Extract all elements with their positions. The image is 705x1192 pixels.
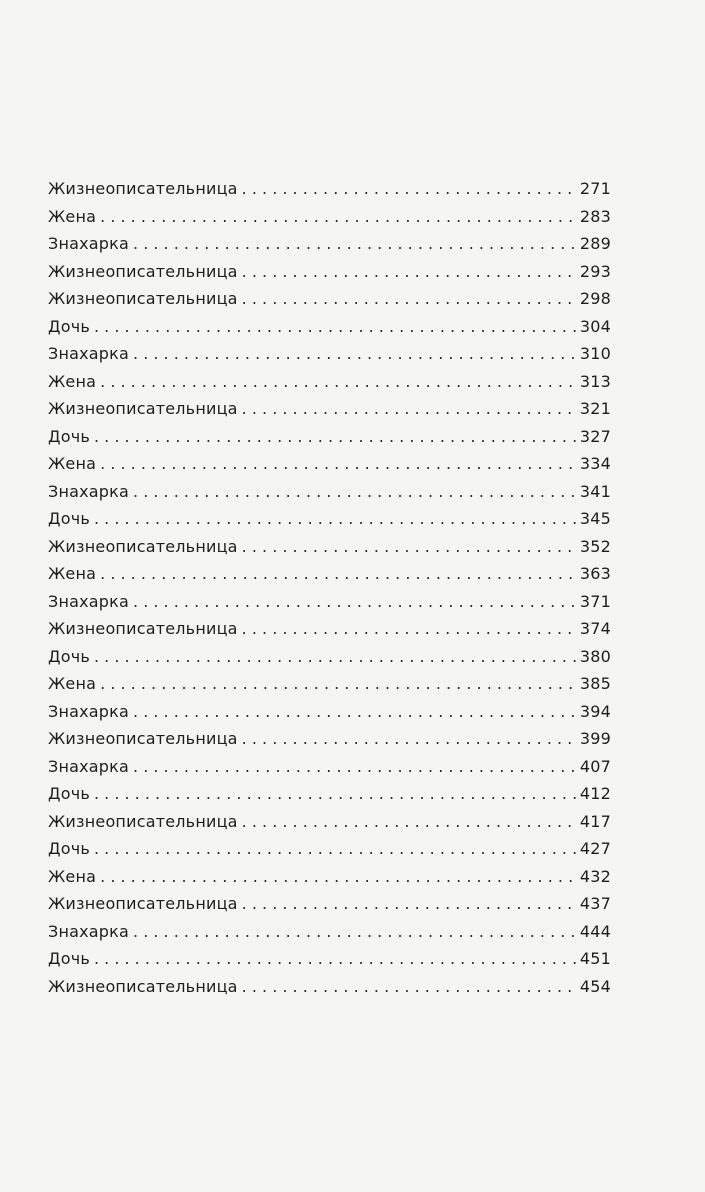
- toc-entry[interactable]: [48, 372, 611, 400]
- dot-leader: [100, 454, 576, 473]
- dot-leader: [100, 867, 576, 886]
- dot-leader: [100, 674, 576, 693]
- toc-entry[interactable]: [48, 399, 611, 427]
- toc-entry[interactable]: [48, 564, 611, 592]
- toc-entry-page: 363: [579, 564, 611, 583]
- toc-entry-title: Жена: [48, 206, 97, 226]
- dot-leader: [94, 647, 576, 666]
- toc-entry-page: 321: [579, 399, 611, 418]
- toc-entry-title: Дочь: [48, 839, 90, 858]
- toc-entry[interactable]: [48, 344, 611, 372]
- toc-entry[interactable]: [48, 977, 611, 1005]
- toc-entry-page: 432: [579, 866, 611, 886]
- toc-entry-title: Знахарка: [48, 756, 130, 776]
- table-of-contents: [48, 179, 611, 1004]
- toc-entry-title: Дочь: [48, 784, 90, 803]
- dot-leader: [100, 207, 576, 226]
- toc-entry[interactable]: [48, 427, 611, 455]
- dot-leader: [133, 922, 576, 941]
- toc-entry-page: 371: [579, 591, 611, 611]
- show-through-texture: [0, 32, 705, 47]
- dot-leader: [133, 344, 576, 363]
- toc-entry-title: Жизнеописательница: [48, 399, 238, 418]
- toc-entry[interactable]: [48, 674, 611, 702]
- toc-entry-page: 298: [579, 289, 611, 308]
- toc-entry[interactable]: [48, 509, 611, 537]
- toc-entry-page: 427: [579, 839, 611, 858]
- dot-leader: [133, 757, 576, 776]
- toc-entry[interactable]: [48, 454, 611, 482]
- toc-entry-title: Жизнеописательница: [48, 811, 238, 831]
- toc-entry[interactable]: [48, 207, 611, 235]
- toc-entry-title: Жена: [48, 674, 97, 693]
- toc-entry-page: 385: [579, 674, 611, 693]
- toc-entry-page: 437: [579, 894, 611, 913]
- toc-entry-title: Дочь: [48, 646, 90, 666]
- dot-leader: [242, 262, 576, 281]
- dot-leader: [133, 702, 576, 721]
- dot-leader: [242, 619, 576, 638]
- toc-entry-title: Жена: [48, 454, 97, 473]
- dot-leader: [94, 839, 576, 858]
- toc-entry[interactable]: [48, 482, 611, 510]
- toc-entry-page: 327: [579, 426, 611, 446]
- dot-leader: [242, 729, 576, 748]
- toc-entry-page: 293: [579, 261, 611, 281]
- toc-entry-title: Жизнеописательница: [48, 976, 238, 996]
- toc-entry-title: Дочь: [48, 509, 90, 528]
- toc-entry-page: 341: [579, 481, 611, 501]
- toc-entry-title: Дочь: [48, 949, 90, 968]
- toc-entry-title: Жизнеописательница: [48, 289, 238, 308]
- toc-entry-page: 407: [579, 756, 611, 776]
- toc-entry-title: Жизнеописательница: [48, 179, 238, 198]
- toc-entry-title: Жена: [48, 371, 97, 391]
- toc-entry-title: Дочь: [48, 426, 90, 446]
- toc-entry-title: Знахарка: [48, 344, 130, 363]
- dot-leader: [94, 949, 576, 968]
- toc-entry[interactable]: [48, 729, 611, 757]
- dot-leader: [242, 399, 576, 418]
- toc-entry-page: 374: [579, 619, 611, 638]
- dot-leader: [133, 592, 576, 611]
- dot-leader: [133, 234, 576, 253]
- toc-entry-page: 380: [579, 646, 611, 666]
- toc-entry-page: 345: [579, 509, 611, 528]
- toc-entry-title: Жизнеописательница: [48, 619, 238, 638]
- toc-entry[interactable]: [48, 179, 611, 207]
- toc-entry-title: Дочь: [48, 316, 90, 336]
- toc-entry-title: Знахарка: [48, 481, 130, 501]
- toc-entry[interactable]: [48, 537, 611, 565]
- toc-entry[interactable]: [48, 647, 611, 675]
- dot-leader: [94, 317, 576, 336]
- toc-entry-title: Жизнеописательница: [48, 261, 238, 281]
- dot-leader: [100, 564, 576, 583]
- toc-entry[interactable]: [48, 619, 611, 647]
- toc-entry[interactable]: [48, 234, 611, 262]
- toc-entry-page: 310: [579, 344, 611, 363]
- toc-entry-page: 412: [579, 784, 611, 803]
- toc-entry-page: 289: [579, 234, 611, 253]
- toc-entry-page: 283: [579, 206, 611, 226]
- toc-entry-page: 451: [579, 949, 611, 968]
- toc-entry-page: 352: [579, 536, 611, 556]
- dot-leader: [100, 372, 576, 391]
- toc-entry[interactable]: [48, 949, 611, 977]
- toc-entry-title: Жизнеописательница: [48, 536, 238, 556]
- toc-entry[interactable]: [48, 812, 611, 840]
- toc-entry-page: 454: [579, 976, 611, 996]
- dot-leader: [94, 427, 576, 446]
- toc-entry-page: 399: [579, 729, 611, 748]
- toc-entry[interactable]: [48, 702, 611, 730]
- dot-leader: [133, 482, 576, 501]
- toc-entry-title: Жизнеописательница: [48, 894, 238, 913]
- dot-leader: [242, 894, 576, 913]
- toc-entry[interactable]: [48, 839, 611, 867]
- toc-entry[interactable]: [48, 289, 611, 317]
- toc-entry[interactable]: [48, 784, 611, 812]
- dot-leader: [242, 537, 576, 556]
- dot-leader: [94, 784, 576, 803]
- toc-entry-page: 417: [579, 811, 611, 831]
- dot-leader: [242, 289, 576, 308]
- toc-entry-title: Знахарка: [48, 591, 130, 611]
- toc-entry[interactable]: [48, 317, 611, 345]
- toc-entry-page: 271: [579, 179, 611, 198]
- toc-entry[interactable]: [48, 922, 611, 950]
- toc-entry-page: 334: [579, 454, 611, 473]
- dot-leader: [242, 179, 576, 198]
- toc-entry-title: Жена: [48, 866, 97, 886]
- toc-entry-title: Жена: [48, 564, 97, 583]
- toc-entry[interactable]: [48, 262, 611, 290]
- toc-entry-page: 313: [579, 371, 611, 391]
- toc-entry-title: Знахарка: [48, 234, 130, 253]
- toc-entry[interactable]: [48, 867, 611, 895]
- dot-leader: [242, 977, 576, 996]
- dot-leader: [242, 812, 576, 831]
- toc-entry[interactable]: [48, 757, 611, 785]
- toc-entry-page: 444: [579, 921, 611, 941]
- toc-entry-page: 304: [579, 316, 611, 336]
- toc-entry-title: Жизнеописательница: [48, 729, 238, 748]
- toc-entry-page: 394: [579, 701, 611, 721]
- toc-entry-title: Знахарка: [48, 701, 130, 721]
- dot-leader: [94, 509, 576, 528]
- toc-entry[interactable]: [48, 592, 611, 620]
- toc-entry-title: Знахарка: [48, 921, 130, 941]
- toc-entry[interactable]: [48, 894, 611, 922]
